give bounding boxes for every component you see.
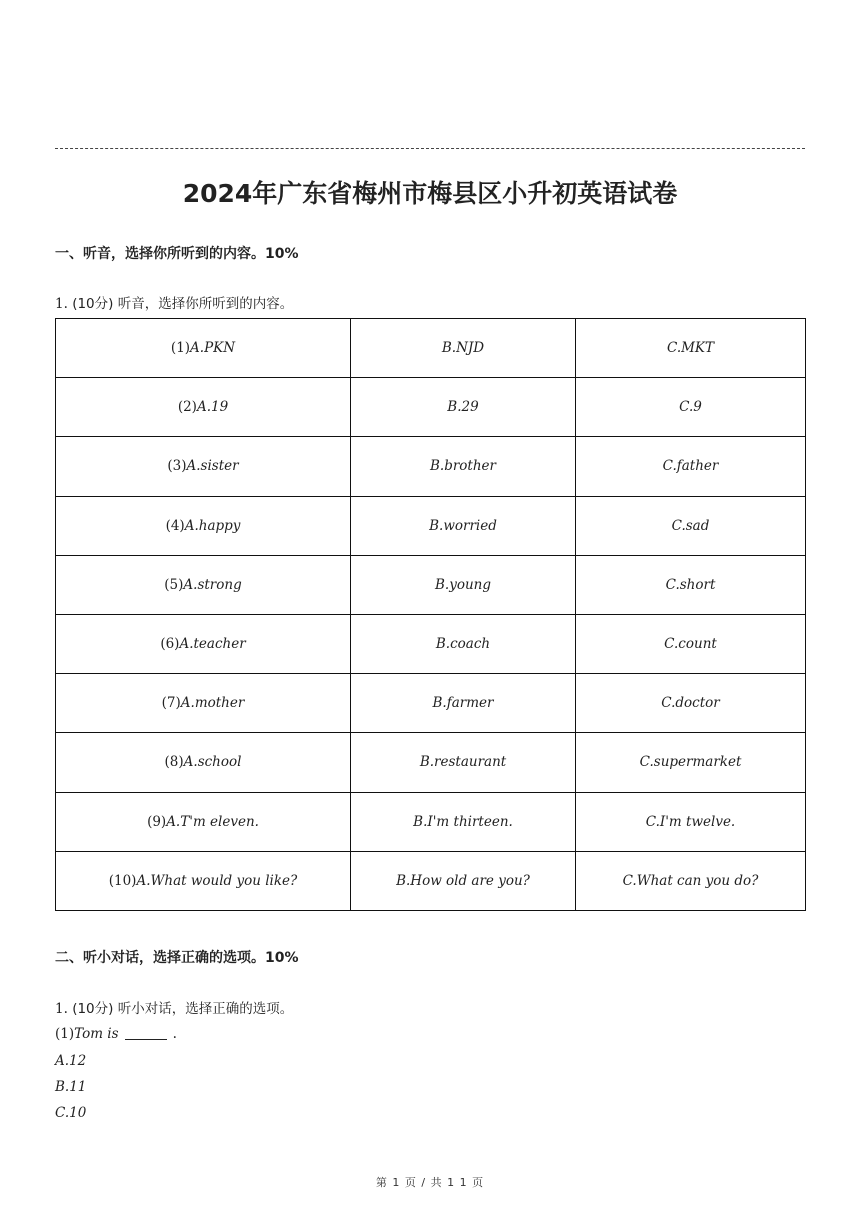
option-b-cell xyxy=(351,496,576,555)
option-a-cell xyxy=(56,319,351,378)
option-b-cell xyxy=(351,555,576,614)
table-row xyxy=(56,437,806,496)
question-number: 1. xyxy=(55,1001,68,1017)
option-b-cell xyxy=(351,733,576,792)
item-number: (7) xyxy=(161,695,181,712)
table-row xyxy=(56,851,806,910)
option-text: A.What would you like? xyxy=(136,872,298,889)
option-text: C.doctor xyxy=(661,695,720,712)
item-number: (9) xyxy=(147,813,167,830)
option-text: C.9 xyxy=(679,399,702,416)
option-b-cell xyxy=(351,614,576,673)
choice-c: C.10 xyxy=(55,1105,87,1121)
question-line-1 xyxy=(55,292,293,312)
table-row xyxy=(56,792,806,851)
item-number: (6) xyxy=(160,636,180,653)
option-text: B.brother xyxy=(430,458,496,475)
table-row xyxy=(56,614,806,673)
option-text: B.NJD xyxy=(441,340,485,357)
choice-a: A.12 xyxy=(55,1053,87,1069)
item-number: (2) xyxy=(177,399,197,416)
item-number: (8) xyxy=(164,754,184,771)
option-a-cell xyxy=(56,851,351,910)
item-number: (10) xyxy=(108,872,137,889)
option-text: B.I'm thirteen. xyxy=(413,813,513,830)
option-b-cell xyxy=(351,437,576,496)
table-row xyxy=(56,378,806,437)
option-text: A.19 xyxy=(196,399,229,416)
item-number: (4) xyxy=(165,517,185,534)
option-text: A.T'm eleven. xyxy=(166,813,259,830)
option-text: A.mother xyxy=(180,695,245,712)
option-b-cell xyxy=(351,319,576,378)
option-text: B.young xyxy=(435,576,491,593)
question-text: 听小对话，选择正确的选项。 xyxy=(117,1001,294,1017)
option-a-cell xyxy=(56,792,351,851)
question-score: (10分) xyxy=(72,296,114,312)
table-row xyxy=(56,555,806,614)
option-text: C.father xyxy=(662,458,719,475)
option-b-cell xyxy=(351,674,576,733)
option-text: A.PKN xyxy=(190,340,236,357)
option-a-cell xyxy=(56,496,351,555)
option-text: A.sister xyxy=(186,458,239,475)
option-a-cell xyxy=(56,437,351,496)
option-c-cell xyxy=(576,555,806,614)
item-number: (3) xyxy=(167,458,187,475)
question-line-2 xyxy=(55,997,293,1017)
section-heading-listening: 一、听音，选择你所听到的内容。10% xyxy=(55,246,299,262)
option-a-cell xyxy=(56,378,351,437)
stem-end: . xyxy=(172,1026,177,1042)
option-text: C.count xyxy=(664,636,717,653)
option-text: B.restaurant xyxy=(419,754,507,771)
item-number: (1) xyxy=(170,340,191,357)
option-text: B.coach xyxy=(435,636,491,653)
table-row xyxy=(56,674,806,733)
option-c-cell xyxy=(576,674,806,733)
question-score: (10分) xyxy=(72,1001,114,1017)
table-row xyxy=(56,733,806,792)
option-text: A.teacher xyxy=(179,636,246,653)
option-text: A.strong xyxy=(183,576,242,593)
option-b-cell xyxy=(351,851,576,910)
option-text: C.short xyxy=(665,576,716,593)
option-a-cell xyxy=(56,733,351,792)
option-text: C.sad xyxy=(671,517,710,534)
option-text: B.How old are you? xyxy=(396,872,530,889)
table-row xyxy=(56,496,806,555)
choice-b: B.11 xyxy=(55,1079,87,1095)
option-c-cell xyxy=(576,614,806,673)
option-text: B.farmer xyxy=(432,695,494,712)
stem-text: Tom is xyxy=(74,1026,119,1042)
option-c-cell xyxy=(576,792,806,851)
option-c-cell xyxy=(576,851,806,910)
table-row xyxy=(56,319,806,378)
options-table xyxy=(55,318,806,911)
stem-number: (1) xyxy=(55,1026,75,1042)
option-text: C.I'm twelve. xyxy=(645,813,736,830)
option-b-cell xyxy=(351,378,576,437)
option-text: B.29 xyxy=(447,399,479,416)
option-c-cell xyxy=(576,378,806,437)
question-text: 听音，选择你所听到的内容。 xyxy=(117,296,294,312)
option-text: C.supermarket xyxy=(639,754,742,771)
page-title: 2024年广东省梅州市梅县区小升初英语试卷 xyxy=(182,179,678,208)
option-a-cell xyxy=(56,555,351,614)
section-heading-dialogue: 二、听小对话，选择正确的选项。10% xyxy=(55,950,299,966)
option-text: C.MKT xyxy=(666,340,715,357)
option-a-cell xyxy=(56,674,351,733)
option-a-cell xyxy=(56,614,351,673)
answer-blank xyxy=(125,1039,167,1040)
page-footer: 第 1 页 / 共 1 1 页 xyxy=(375,1176,485,1189)
option-c-cell xyxy=(576,437,806,496)
page-divider xyxy=(55,148,805,149)
question-number: 1. xyxy=(55,296,68,312)
option-b-cell xyxy=(351,792,576,851)
option-c-cell xyxy=(576,319,806,378)
item-number: (5) xyxy=(164,576,184,593)
option-c-cell xyxy=(576,496,806,555)
option-text: A.happy xyxy=(184,517,241,534)
option-text: A.school xyxy=(183,754,242,771)
option-c-cell xyxy=(576,733,806,792)
question-stem xyxy=(55,1026,177,1042)
option-text: B.worried xyxy=(429,517,497,534)
option-text: C.What can you do? xyxy=(622,872,759,889)
